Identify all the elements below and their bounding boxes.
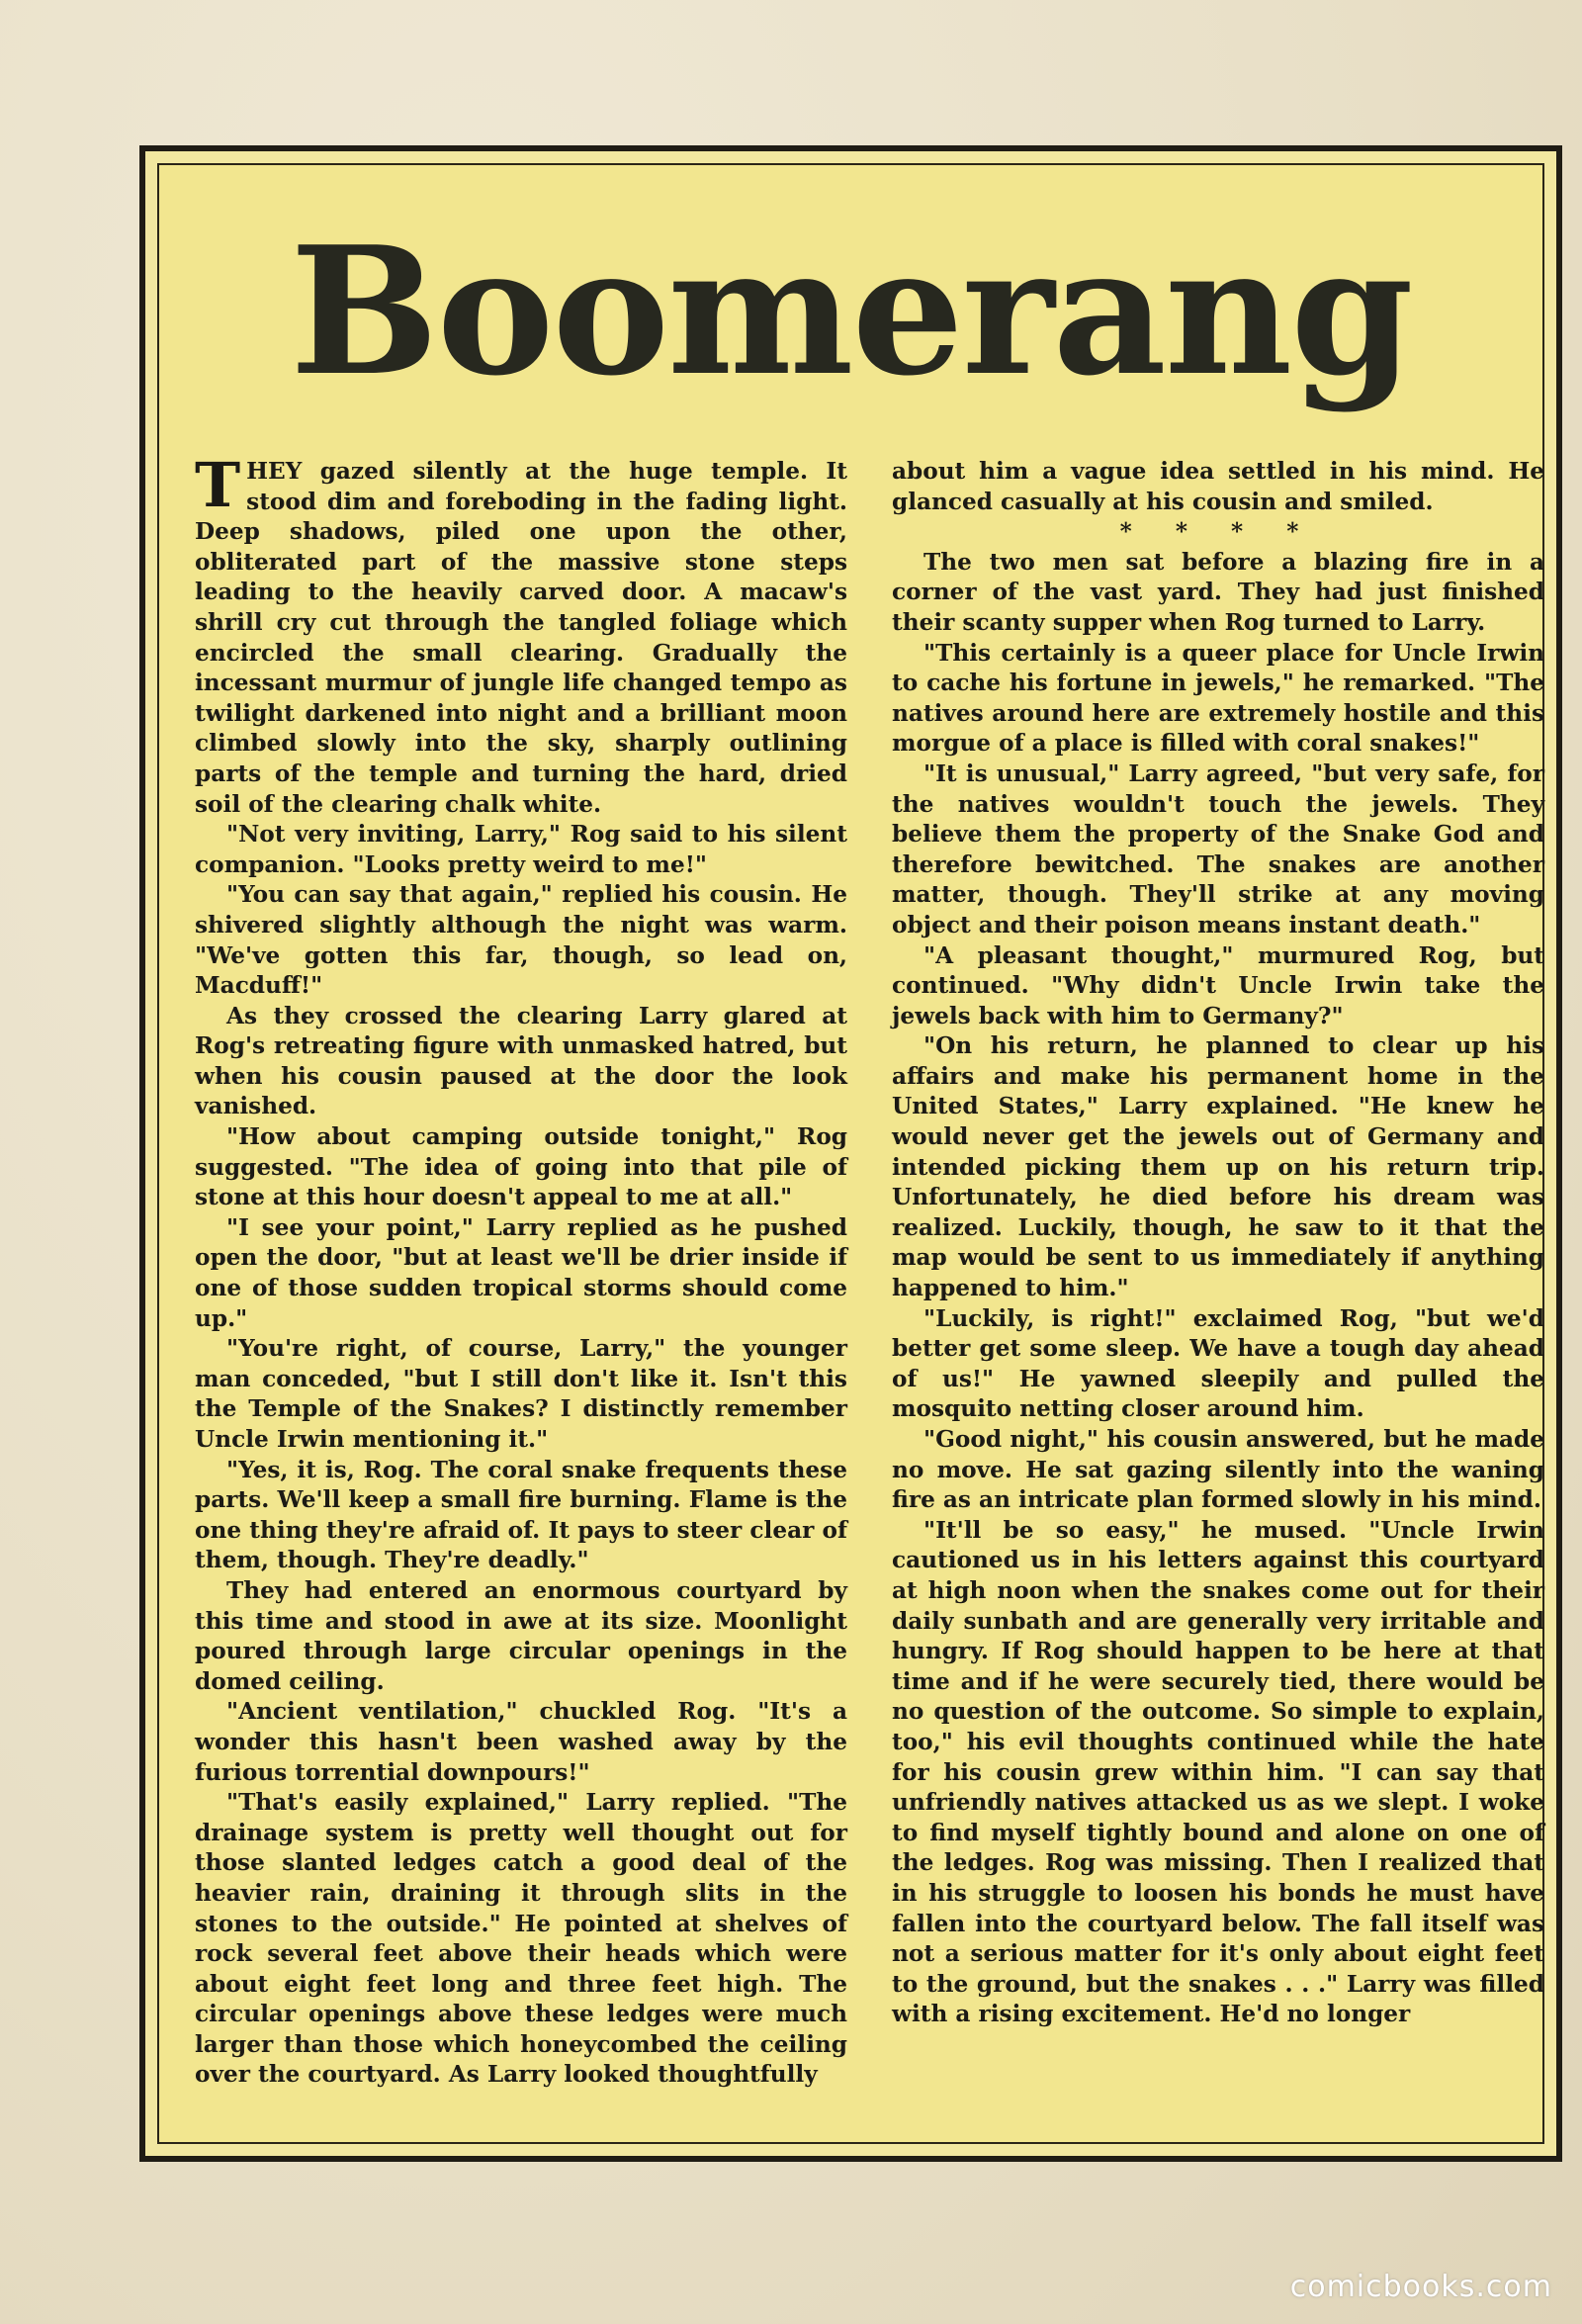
paragraph: "A pleasant thought," murmured Rog, but continued. "Why didn't Uncle Irwin take the jewels back with him to Germany?": [892, 941, 1544, 1029]
paragraph: "This certainly is a queer place for Uncle Irwin to cache his fortune in jewels," he remarked. "The natives around here are extremely hostile and this morgue of a place is filled with coral snakes!": [892, 639, 1544, 758]
paragraph: As they crossed the clearing Larry glared at Rog's retreating figure with unmasked hatred, but when his cousin paused at the door the look vanished.: [195, 1002, 847, 1120]
story-panel: [139, 145, 1562, 2162]
paragraph: "How about camping outside tonight," Rog suggested. "The idea of going into that pile of stone at this hour doesn't appeal to me at all.": [195, 1123, 847, 1211]
paragraph: "You can say that again," replied his cousin. He shivered slightly although the night was warm. "We've gotten this far, though, so lead on, Macduff!": [195, 881, 847, 1000]
paragraph: "Not very inviting, Larry," Rog said to his silent companion. "Looks pretty weird to me!": [195, 821, 847, 878]
story-title: Boomerang: [290, 208, 1412, 414]
paragraph: The two men sat before a blazing fire in a corner of the vast yard. They had just finished their scanty supper when Rog turned to Larry.: [892, 548, 1544, 636]
paragraph: "That's easily explained," Larry replied. "The drainage system is pretty well thought out for those slanted ledges catch a good deal of the heavier rain, draining it through slits in the stones to the outside." He pointed at shelves of rock several feet above their heads which were about eight feet long and three feet high. The circular openings above these ledges were much larger than those which honeycombed the ceiling over the courtyard. As Larry looked thoughtfully: [195, 1789, 847, 2089]
paragraph: "Ancient ventilation," chuckled Rog. "It's a wonder this hasn't been washed away by the furious torrential downpours!": [195, 1698, 847, 1786]
paragraph: THEY gazed silently at the huge temple. It stood dim and foreboding in the fading light. Deep shadows, piled one upon the other, obliterated part of the massive stone steps leading to the heavily carved door. A macaw's shrill cry cut through the tangled foliage which encircled the small clearing. Gradually the incessant murmur of jungle life changed tempo as twilight darkened into night and a brilliant moon climbed slowly into the sky, sharply outlining parts of the temple and turning the hard, dried soil of the clearing chalk white.: [195, 449, 847, 818]
paragraph: "On his return, he planned to clear up his affairs and make his permanent home in the United States," Larry explained. "He knew he would never get the jewels out of Germany and intended picking them up on his return trip. Unfortunately, he died before his dream was realized. Luckily, though, he saw to it that the map would be sent to us immediately if anything happened to him.": [892, 1032, 1544, 1302]
paragraph: about him a vague idea settled in his mind. He glanced casually at his cousin and smiled.: [892, 458, 1544, 515]
watermark: comicbooks.com: [1289, 2270, 1552, 2304]
section-break: * * * *: [1119, 518, 1317, 546]
paragraph: "I see your point," Larry replied as he pushed open the door, "but at least we'll be drier inside if one of those sudden tropical storms should come up.": [195, 1213, 847, 1332]
left-column: [195, 449, 847, 2091]
paragraph: "It is unusual," Larry agreed, "but very safe, for the natives wouldn't touch the jewels. They believe them the property of the Snake God and therefore bewitched. The snakes are another matter, though. They'll strike at any moving object and their poison means instant death.": [892, 760, 1544, 939]
paragraph: "It'll be so easy," he mused. "Uncle Irwin cautioned us in his letters against this courtyard at high noon when the snakes come out for their daily sunbath and are generally very irritable and hungry. If Rog should happen to be here at that time and if he were securely tied, there would be no question of the outcome. So simple to explain, too," his evil thoughts continued while the hate for his cousin grew within him. "I can say that unfriendly natives attacked us as we slept. I woke to find myself tightly bound and alone on one of the ledges. Rog was missing. Then I realized that in his struggle to loosen his bonds he must have fallen into the courtyard below. The fall itself was not a serious matter for it's only about eight feet to the ground, but the snakes . . ." Larry was filled with a rising excitement. He'd no longer: [892, 1516, 1544, 2028]
paragraph: "You're right, of course, Larry," the younger man conceded, "but I still don't like it. Isn't this the Temple of the Snakes? I distinctly remember Uncle Irwin mentioning it.": [195, 1335, 847, 1453]
right-column: [892, 457, 1544, 2030]
drop-cap: T: [195, 449, 241, 521]
paragraph: "Luckily, is right!" exclaimed Rog, "but we'd better get some sleep. We have a tough day ahead of us!" He yawned sleepily and pulled the mosquito netting closer around him.: [892, 1304, 1544, 1423]
story-panel-inner: [157, 163, 1544, 2144]
paragraph: "Good night," his cousin answered, but he made no move. He sat gazing silently into the waning fire as an intricate plan formed slowly in his mind.: [892, 1426, 1544, 1514]
paragraph: They had entered an enormous courtyard by this time and stood in awe at its size. Moonlight poured through large circular openings in the domed ceiling.: [195, 1576, 847, 1695]
paragraph: "Yes, it is, Rog. The coral snake frequents these parts. We'll keep a small fire burning. Flame is the one thing they're afraid of. It pays to steer clear of them, though. They're deadly.": [195, 1456, 847, 1574]
